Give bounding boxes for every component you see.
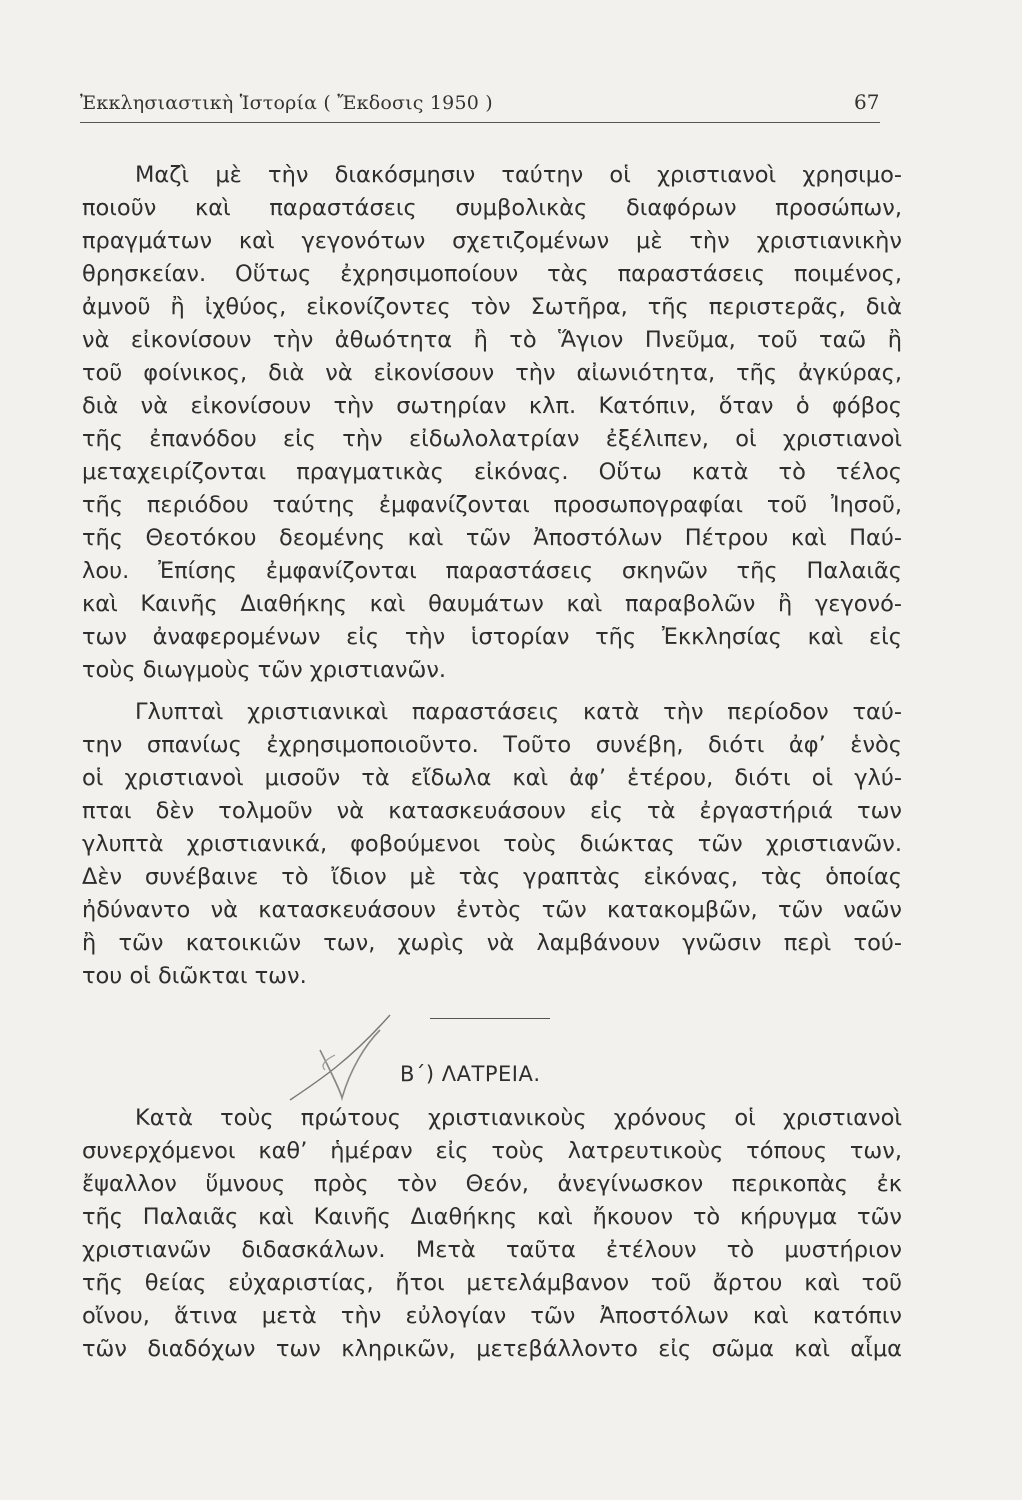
text-line: τοῦ φοίνικος, διὰ νὰ εἰκονίσουν τὴν αἰωνιότητα, τῆς ἀγκύρας, bbox=[82, 360, 902, 386]
text-line: του οἱ διῶκται των. bbox=[82, 963, 307, 989]
text-line: Δὲν συνέβαινε τὸ ἴδιον μὲ τὰς γραπτὰς εἰκόνας, τὰς ὁποίας bbox=[82, 864, 902, 890]
text-line: πραγμάτων καὶ γεγονότων σχετιζομένων μὲ τὴν χριστιανικὴν bbox=[82, 228, 902, 254]
page-number: 67 bbox=[854, 90, 880, 114]
text-line: καὶ Καινῆς Διαθήκης καὶ θαυμάτων καὶ παραβολῶν ἢ γεγονό- bbox=[82, 591, 902, 617]
text-line: τῆς περιόδου ταύτης ἐμφανίζονται προσωπογραφίαι τοῦ Ἰησοῦ, bbox=[82, 492, 902, 518]
text-line: οἴνου, ἅτινα μετὰ τὴν εὐλογίαν τῶν Ἀποστόλων καὶ κατόπιν bbox=[82, 1303, 902, 1329]
section-heading: Β΄) ΛΑΤΡΕΙΑ. bbox=[400, 1062, 541, 1086]
text-line: Μαζὶ μὲ τὴν διακόσμησιν ταύτην οἱ χριστιανοὶ χρησιμο- bbox=[135, 162, 902, 188]
text-line: ἀμνοῦ ἢ ἰχθύος, εἰκονίζοντες τὸν Σωτῆρα, τῆς περιστερᾶς, διὰ bbox=[82, 294, 902, 320]
text-line: συνερχόμενοι καθ’ ἡμέραν εἰς τοὺς λατρευτικοὺς τόπους των, bbox=[82, 1138, 902, 1164]
section-divider bbox=[430, 1018, 550, 1019]
text-line: λου. Ἐπίσης ἐμφανίζονται παραστάσεις σκηνῶν τῆς Παλαιᾶς bbox=[82, 558, 902, 584]
running-head: Ἐκκλησιαστικὴ Ἱστορία ( Ἔκδοσις 1950 ) bbox=[80, 92, 493, 114]
text-line: τῆς ἐπανόδου εἰς τὴν εἰδωλολατρίαν ἐξέλιπεν, οἱ χριστιανοὶ bbox=[82, 426, 902, 452]
text-line: τῆς Θεοτόκου δεομένης καὶ τῶν Ἀποστόλων Πέτρου καὶ Παύ- bbox=[82, 525, 902, 551]
text-line: θρησκείαν. Οὕτως ἐχρησιμοποίουν τὰς παραστάσεις ποιμένος, bbox=[82, 261, 902, 287]
text-line: νὰ εἰκονίσουν τὴν ἀθωότητα ἢ τὸ Ἅγιον Πνεῦμα, τοῦ ταῶ ἢ bbox=[82, 327, 902, 353]
text-line: την σπανίως ἐχρησιμοποιοῦντο. Τοῦτο συνέβη, διότι ἀφ’ ἑνὸς bbox=[82, 732, 902, 758]
text-line: χριστιανῶν διδασκάλων. Μετὰ ταῦτα ἐτέλουν τὸ μυστήριον bbox=[82, 1237, 902, 1263]
handwritten-pencil-mark bbox=[280, 1010, 400, 1110]
text-line: τῆς Παλαιᾶς καὶ Καινῆς Διαθήκης καὶ ἤκουον τὸ κήρυγμα τῶν bbox=[82, 1204, 902, 1230]
text-line: ἔψαλλον ὕμνους πρὸς τὸν Θεόν, ἀνεγίνωσκον περικοπὰς ἐκ bbox=[82, 1171, 902, 1197]
text-line: ἠδύναντο νὰ κατασκευάσουν ἐντὸς τῶν κατακομβῶν, τῶν ναῶν bbox=[82, 897, 902, 923]
text-line: πται δὲν τολμοῦν νὰ κατασκευάσουν εἰς τὰ ἐργαστήριά των bbox=[82, 798, 902, 824]
text-line: ποιοῦν καὶ παραστάσεις συμβολικὰς διαφόρων προσώπων, bbox=[82, 195, 902, 221]
text-line: γλυπτὰ χριστιανικά, φοβούμενοι τοὺς διώκτας τῶν χριστιανῶν. bbox=[82, 831, 902, 857]
text-line: των ἀναφερομένων εἰς τὴν ἱστορίαν τῆς Ἐκκλησίας καὶ εἰς bbox=[82, 624, 902, 650]
text-line: τῆς θείας εὐχαριστίας, ἤτοι μετελάμβανον τοῦ ἄρτου καὶ τοῦ bbox=[82, 1270, 902, 1296]
text-line: οἱ χριστιανοὶ μισοῦν τὰ εἴδωλα καὶ ἀφ’ ἑτέρου, διότι οἱ γλύ- bbox=[82, 765, 902, 791]
text-line: Γλυπταὶ χριστιανικαὶ παραστάσεις κατὰ τὴν περίοδον ταύ- bbox=[135, 699, 902, 725]
text-line: Κατὰ τοὺς πρώτους χριστιανικοὺς χρόνους οἱ χριστιανοὶ bbox=[135, 1105, 902, 1131]
text-line: διὰ νὰ εἰκονίσουν τὴν σωτηρίαν κλπ. Κατόπιν, ὅταν ὁ φόβος bbox=[82, 393, 902, 419]
text-line: ἢ τῶν κατοικιῶν των, χωρὶς νὰ λαμβάνουν γνῶσιν περὶ τού- bbox=[82, 930, 902, 956]
text-line: μεταχειρίζονται πραγματικὰς εἰκόνας. Οὕτω κατὰ τὸ τέλος bbox=[82, 459, 902, 485]
text-line: τοὺς διωγμοὺς τῶν χριστιανῶν. bbox=[82, 657, 447, 683]
header-rule bbox=[80, 122, 880, 123]
text-line: τῶν διαδόχων των κληρικῶν, μετεβάλλοντο εἰς σῶμα καὶ αἷμα bbox=[82, 1336, 902, 1362]
